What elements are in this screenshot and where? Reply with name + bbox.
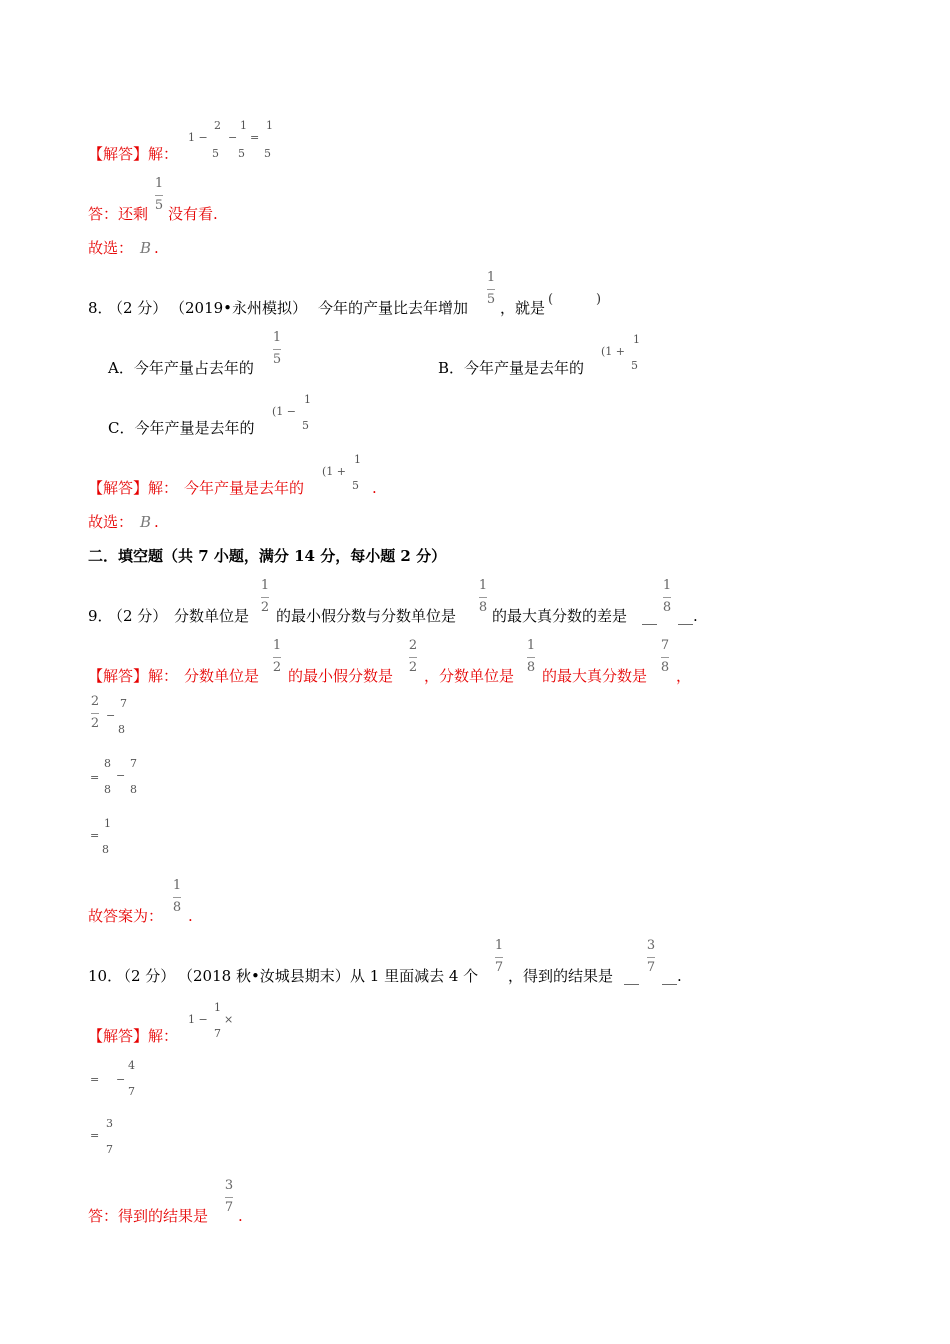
denominator: 7	[494, 960, 504, 975]
answer-paren-close: )	[596, 292, 602, 307]
expr-part: 5	[352, 479, 359, 492]
blank-left: __	[624, 967, 639, 985]
numerator: 7	[660, 638, 670, 653]
expr-part: =	[250, 131, 260, 144]
denominator: 5	[154, 198, 164, 213]
choice-label: 故选：	[88, 239, 134, 257]
solution-end: .	[372, 479, 377, 497]
denominator: 5	[272, 352, 282, 367]
denominator: 2	[90, 716, 100, 731]
expr-part: 1	[304, 393, 311, 406]
expr-part: =	[90, 1129, 100, 1142]
question-points: （2 分）	[116, 967, 176, 985]
expr-part: 7	[130, 757, 137, 770]
expr-part: (1 +	[601, 345, 626, 358]
solution-label: 【解答】解：	[88, 1027, 179, 1045]
solution-text: 的最大真分数是	[542, 667, 648, 685]
question-source: （2018 秋•汝城县期末）	[178, 967, 350, 985]
answer-text: 没有看.	[168, 205, 218, 223]
question-source: （2019•永州模拟）	[170, 299, 308, 317]
denominator: 8	[478, 600, 488, 615]
numerator: 1	[494, 938, 504, 953]
expr-part: 5	[631, 359, 638, 372]
solution-text: 今年产量是去年的	[184, 479, 305, 497]
numerator: 1	[260, 578, 270, 593]
question-number: 8．	[88, 299, 113, 317]
answer-paren-open: (	[548, 292, 554, 307]
expr-part: =	[90, 771, 100, 784]
blank-left: __	[642, 607, 657, 625]
answer-end: .	[188, 907, 193, 925]
expr-part: 7	[120, 697, 127, 710]
expr-part: −	[228, 131, 238, 144]
numerator: 2	[90, 694, 100, 709]
expr-part: 3	[106, 1117, 113, 1130]
question-text: 从 1 里面减去 4 个	[350, 967, 479, 985]
solution-label: 【解答】解：	[88, 479, 179, 497]
expr-part: 1	[214, 1001, 221, 1014]
expr-part: 4	[128, 1059, 135, 1072]
option-b: B．今年产量是去年的	[438, 359, 585, 377]
question-text: 的最大真分数的差是	[492, 607, 628, 625]
numerator: 2	[408, 638, 418, 653]
expr-part: =	[90, 829, 100, 842]
expr-part: 1	[354, 453, 361, 466]
solution-text: ，	[676, 667, 692, 685]
expr-part: 1	[266, 119, 273, 132]
expr-part: 8	[130, 783, 137, 796]
solution-text: 的最小假分数是	[288, 667, 394, 685]
choice-end: .	[154, 513, 159, 531]
numerator: 1	[526, 638, 536, 653]
question-text: 的最小假分数与分数单位是	[276, 607, 457, 625]
denominator: 8	[660, 660, 670, 675]
question-text: 今年的产量比去年增加	[318, 299, 469, 317]
expr-part: 8	[118, 723, 125, 736]
denominator: 2	[260, 600, 270, 615]
expr-part: 7	[214, 1027, 221, 1040]
expr-part: −	[116, 1073, 126, 1086]
expr-part: 7	[128, 1085, 135, 1098]
choice-value: B	[140, 239, 152, 257]
blank-right: __.	[662, 967, 682, 985]
expr-part: 7	[106, 1143, 113, 1156]
expr-part: ×	[224, 1013, 234, 1026]
denominator: 8	[172, 900, 182, 915]
numerator: 1	[478, 578, 488, 593]
denominator: 7	[646, 960, 656, 975]
denominator: 2	[408, 660, 418, 675]
expr-part: 1 −	[188, 131, 208, 144]
numerator: 1	[272, 638, 282, 653]
solution-text: 分数单位是	[184, 667, 260, 685]
expr-part: 5	[302, 419, 309, 432]
expr-part: (1 +	[322, 465, 347, 478]
expr-part: 5	[264, 147, 271, 160]
question-points: （2 分）	[108, 607, 168, 625]
expr-part: 8	[104, 757, 111, 770]
numerator: 1	[486, 270, 496, 285]
section-title: 二．填空题（共 7 小题，满分 14 分，每小题 2 分）	[88, 547, 447, 565]
question-points: （2 分）	[108, 299, 168, 317]
solution-label: 【解答】解：	[88, 145, 179, 163]
denominator: 5	[486, 292, 496, 307]
numerator: 1	[272, 330, 282, 345]
expr-part: 5	[212, 147, 219, 160]
expr-part: 8	[102, 843, 109, 856]
numerator: 1	[154, 176, 164, 191]
question-text: ，得到的结果是	[508, 967, 614, 985]
numerator: 3	[224, 1178, 234, 1193]
question-number: 10．	[88, 967, 123, 985]
answer-text: 答：还剩	[88, 205, 149, 223]
denominator: 2	[272, 660, 282, 675]
expr-part: =	[90, 1073, 100, 1086]
expr-part: 5	[238, 147, 245, 160]
denominator: 8	[526, 660, 536, 675]
expr-part: −	[116, 769, 126, 782]
question-number: 9．	[88, 607, 113, 625]
expr-part: 1	[633, 333, 640, 346]
answer-text: 答：得到的结果是	[88, 1207, 209, 1225]
answer-text: 故答案为：	[88, 907, 164, 925]
blank-right: __.	[678, 607, 698, 625]
choice-value: B	[140, 513, 152, 531]
option-c: C．今年产量是去年的	[108, 419, 255, 437]
numerator: 1	[662, 578, 672, 593]
answer-end: .	[238, 1207, 243, 1225]
expr-part: −	[106, 709, 116, 722]
choice-label: 故选：	[88, 513, 134, 531]
denominator: 7	[224, 1200, 234, 1215]
question-text: 分数单位是	[174, 607, 250, 625]
solution-text: ，分数单位是	[424, 667, 515, 685]
numerator: 3	[646, 938, 656, 953]
expr-part: 1	[240, 119, 247, 132]
solution-label: 【解答】解：	[88, 667, 179, 685]
expr-part: 8	[104, 783, 111, 796]
expr-part: 2	[214, 119, 221, 132]
expr-part: (1 −	[272, 405, 297, 418]
option-a: A．今年产量占去年的	[108, 359, 254, 377]
expr-part: 1 −	[188, 1013, 208, 1026]
question-text: ，就是	[500, 299, 546, 317]
denominator: 8	[662, 600, 672, 615]
expr-part: 1	[104, 817, 111, 830]
choice-end: .	[154, 239, 159, 257]
numerator: 1	[172, 878, 182, 893]
